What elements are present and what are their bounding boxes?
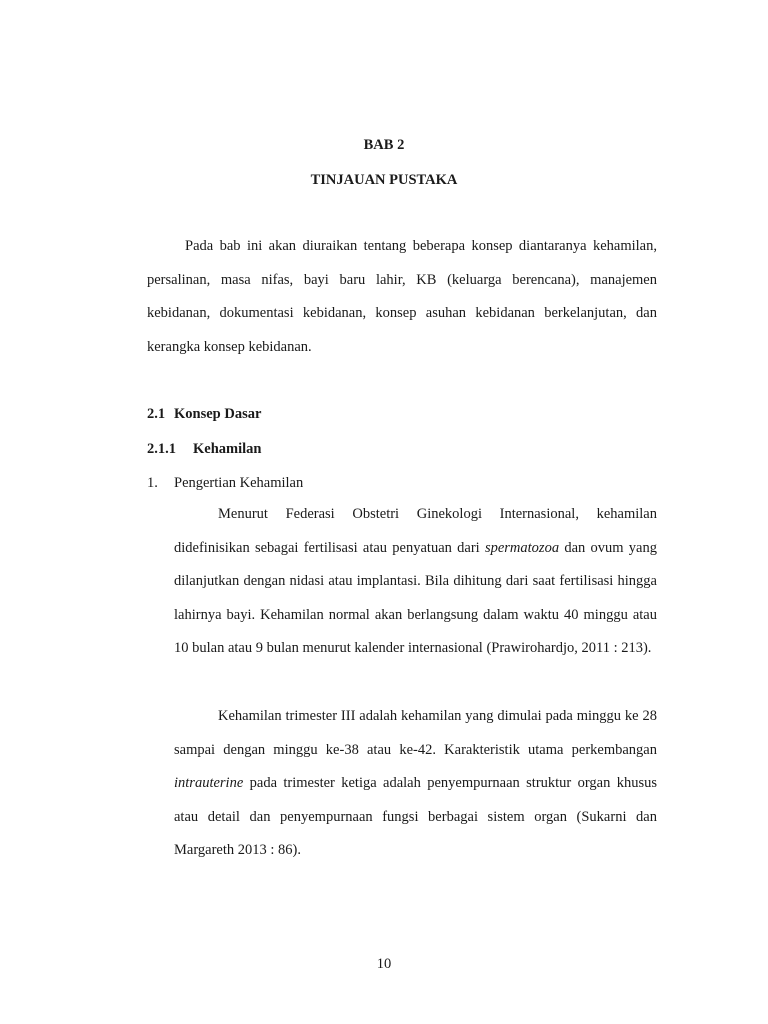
- list-item: [147, 473, 303, 493]
- intro-text: Pada bab ini akan diuraikan tentang beberapa konsep diantaranya kehamilan, persalinan, masa nifas, bayi baru lahir, KB (keluarga berencana), manajemen kebidanan, dokumentasi kebidanan, konsep asuhan kebidanan berkelanjutan, dan kerangka konsep kebidanan.: [147, 238, 657, 355]
- paragraph1-italic-term: spermatozoa: [484, 539, 560, 556]
- paragraph2-text-a: Kehamilan trimester III adalah kehamilan yang dimulai pada minggu ke 28 sampai dengan minggu ke-38 atau ke-42. Karakteristik utama perkembangan: [174, 708, 657, 758]
- chapter-title: TINJAUAN PUSTAKA: [310, 172, 458, 188]
- paragraph-trimester: [174, 700, 657, 868]
- subsection-title: Kehamilan: [193, 441, 262, 457]
- intro-paragraph: [147, 230, 657, 364]
- paragraph1-text-a: Menurut Federasi Obstetri Ginekologi Internasional, kehamilan didefinisikan sebagai fertilisasi atau penyatuan dari: [174, 506, 657, 556]
- page-number: 10: [376, 956, 392, 972]
- subsection-number: 2.1.1: [147, 441, 176, 457]
- paragraph1-text-b: dan ovum yang dilanjutkan dengan nidasi atau implantasi. Bila dihitung dari saat fertilisasi hingga lahirnya bayi. Kehamilan normal akan berlangsung dalam waktu 40 minggu atau 10 bulan atau 9 bulan menurut kalender internasional (Prawirohardjo, 2011 : 213).: [174, 539, 657, 657]
- chapter-label: BAB 2: [363, 137, 405, 153]
- subsection-heading: [147, 439, 261, 459]
- list-item-number: 1.: [147, 475, 158, 491]
- list-item-title: Pengertian Kehamilan: [174, 475, 304, 491]
- section-heading: [147, 404, 261, 424]
- paragraph2-italic-term: intrauterine: [174, 775, 244, 792]
- section-title: Konsep Dasar: [174, 406, 262, 422]
- paragraph-pengertian: [174, 498, 657, 666]
- paragraph2-text-b: pada trimester ketiga adalah penyempurnaan struktur organ khusus atau detail dan penyempurnaan fungsi berbagai sistem organ (Sukarni dan Margareth 2013 : 86).: [174, 775, 657, 859]
- section-number: 2.1: [147, 406, 166, 422]
